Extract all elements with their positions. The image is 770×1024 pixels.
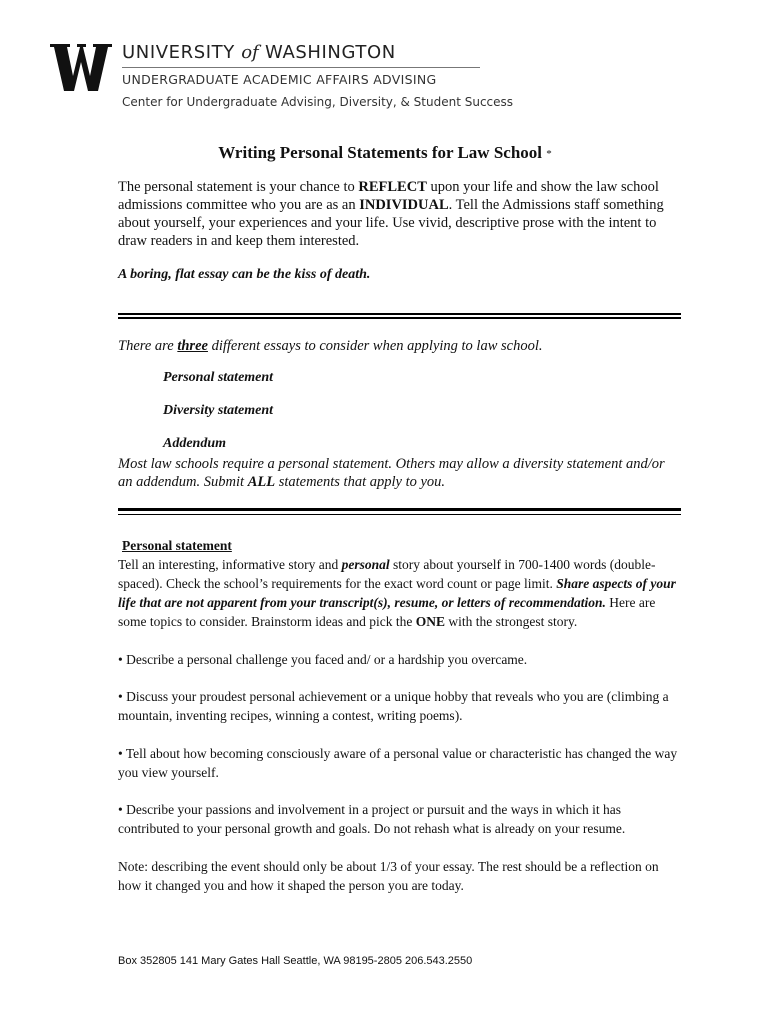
department-name: UNDERGRADUATE ACADEMIC AFFAIRS ADVISING xyxy=(122,72,437,87)
university-name: UNIVERSITY of WASHINGTON xyxy=(122,42,396,63)
topic-bullet: • Describe a personal challenge you faced and/ or a hardship you overcame. xyxy=(118,652,528,667)
topic-bullet: • Tell about how becoming consciously aware of a personal value or characteristic has changed the way you view yourself. xyxy=(118,746,678,780)
boring-essay-warning: A boring, flat essay can be the kiss of death. xyxy=(118,267,371,282)
section-divider xyxy=(118,313,681,319)
requirements-paragraph: Most law schools require a personal statement. Others may allow a diversity statement and/or an addendum. Submit ALL statements that apply to you. xyxy=(118,456,665,490)
section-divider xyxy=(118,508,681,515)
essay-type-diversity: Diversity statement xyxy=(163,403,274,418)
center-name: Center for Undergraduate Advising, Diversity, & Student Success xyxy=(122,95,514,109)
essay-type-addendum: Addendum xyxy=(163,436,227,451)
topic-bullet: • Describe your passions and involvement in a project or pursuit and the ways in which it has contributed to your personal growth and goals. Do not rehash what is already on your resume. xyxy=(118,802,626,836)
note-paragraph: Note: describing the event should only be about 1/3 of your essay. The rest should be a reflection on how it changed you and how it shaped the person you are today. xyxy=(118,859,659,893)
topic-bullet: • Discuss your proudest personal achievement or a unique hobby that reveals who you are (climbing a mountain, inventing recipes, winning a contest, writing poems). xyxy=(118,689,669,723)
essay-type-personal: Personal statement xyxy=(163,370,274,385)
page-title: Writing Personal Statements for Law School * xyxy=(218,143,552,162)
header-rule xyxy=(122,67,480,68)
title-asterisk: * xyxy=(546,148,552,160)
personal-statement-heading: Personal statement xyxy=(122,538,232,553)
intro-paragraph: The personal statement is your chance to REFLECT upon your life and show the law school admissions committee who you are as an INDIVIDUAL. Tell the Admissions staff something about yourself, your experiences and your life. Use vivid, descriptive prose with the intent to draw readers in and keep them interested. xyxy=(118,179,664,249)
personal-statement-paragraph: Tell an interesting, informative story and personal story about yourself in 700-1400 words (double-spaced). Check the school’s requirements for the exact word count or page limit. Share aspects of your life that are not apparent from your transcript(s), resume, or letters of recommendation. Here are some topics to consider. Brainstorm ideas and pick the ONE with the strongest story. xyxy=(118,557,676,629)
uw-w-logo xyxy=(50,44,112,92)
essay-types-intro: There are three different essays to consider when applying to law school. xyxy=(118,338,543,354)
footer-address: Box 352805 141 Mary Gates Hall Seattle, WA 98195-2805 206.543.2550 xyxy=(118,955,473,967)
